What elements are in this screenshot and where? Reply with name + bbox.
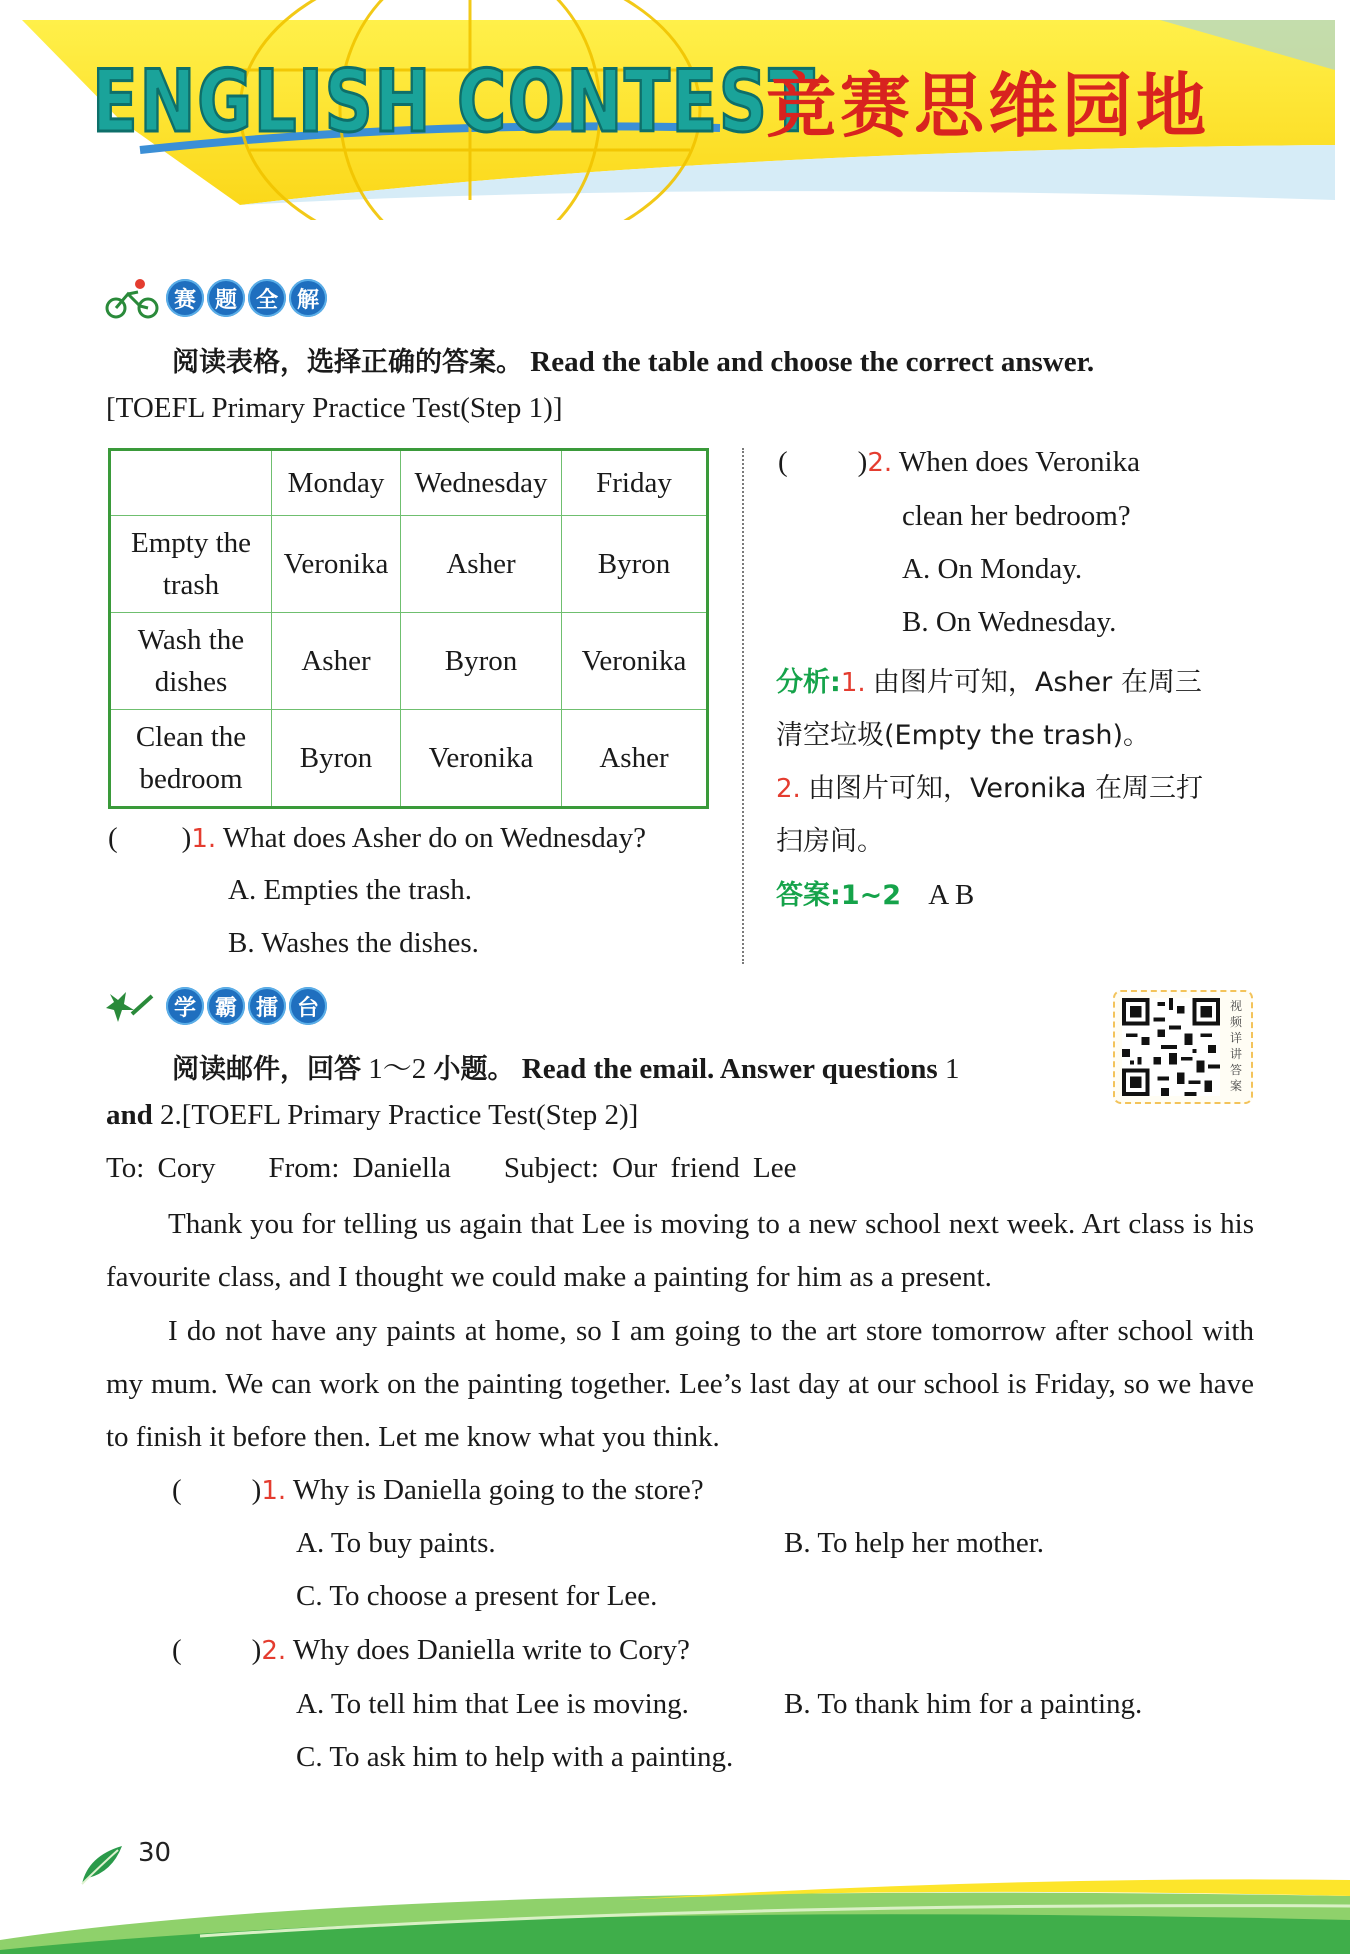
table-row [110, 710, 708, 808]
answer-blank-open[interactable]: ( [778, 446, 788, 478]
section1-instruction-en: Read the table and choose the correct answer. [530, 346, 1095, 378]
analysis-line-2: 清空垃圾(Empty the trash)。 [776, 720, 1151, 751]
section2-heading [104, 984, 330, 1028]
answer-value: A B [928, 879, 975, 911]
table-row [110, 516, 708, 613]
s2-q2-option-c[interactable]: C. To ask him to help with a painting. [296, 1741, 734, 1773]
table-cell: Asher [562, 710, 708, 808]
table-cell: Byron [562, 516, 708, 613]
email-paragraph-2: I do not have any paints at home, so I am going to the art store tomorrow after school with my mum. We can work on the painting together. Lee’s last day at our school is Friday, so we have to finish it before then. Let me know what you think. [106, 1315, 1254, 1453]
table-header-cell: Monday [272, 450, 401, 516]
s1-q2-option-a[interactable]: A. On Monday. [902, 553, 1083, 585]
section2-instruction-en: Read the email. Answer questions [521, 1053, 938, 1085]
analysis-line-3 [776, 766, 1203, 805]
analysis-text: 由图片可知，Veronika 在周三打 [808, 773, 1203, 804]
qr-label-char: 视 [1229, 999, 1242, 1013]
table-row-label [110, 516, 272, 613]
section2-badge-4: 台 [289, 987, 327, 1025]
question-text: Why is Daniella going to the store? [292, 1474, 704, 1506]
contest-title-en: ENGLISH CONTEST [92, 52, 816, 152]
table-row [110, 613, 708, 710]
section1-badge-4: 解 [289, 279, 327, 317]
analysis-label: 分析: [776, 667, 841, 698]
row-label-line: Clean the [135, 721, 247, 753]
table-row-label [110, 710, 272, 808]
section2-instruction-cn2: 小题。 [433, 1054, 515, 1085]
question-text: When does Veronika [898, 446, 1140, 478]
column-divider [742, 448, 744, 964]
s1-q2-text-line2: clean her bedroom? [902, 500, 1131, 532]
leaf-icon [78, 1842, 126, 1888]
table-header-cell: Wednesday [401, 450, 562, 516]
analysis-line-1 [776, 660, 1202, 699]
section2-badge-3: 擂 [248, 987, 286, 1025]
section2-badge-1: 学 [166, 987, 204, 1025]
question-number: 1. [191, 824, 217, 854]
question-number: 1. [261, 1476, 287, 1506]
qr-code-icon[interactable] [1121, 998, 1221, 1096]
page-number: 30 [138, 1838, 172, 1868]
answer-line [776, 873, 974, 912]
section1-badge-2: 题 [207, 279, 245, 317]
section2-instruction-cont [106, 1099, 638, 1132]
section1-instruction [172, 340, 1094, 379]
s2-q1-option-b[interactable]: B. To help her mother. [784, 1527, 1045, 1559]
section2-instruction-one: 1 [944, 1053, 960, 1085]
section2-badge-2: 霸 [207, 987, 245, 1025]
question-number: 2. [261, 1636, 287, 1666]
table-cell: Byron [272, 710, 401, 808]
answer-range: 1~2 [840, 880, 902, 911]
qr-label-char: 案 [1229, 1079, 1242, 1093]
s1-question-1 [108, 822, 646, 855]
email-paragraph-1: Thank you for telling us again that Lee is moving to a new school next week. Art class is his favourite class, and I thought we could make a painting for him as a present. [106, 1208, 1254, 1293]
section2-instruction-cn: 阅读邮件，回答 [172, 1054, 361, 1085]
section1-badge-1: 赛 [166, 279, 204, 317]
table-header-cell [110, 450, 272, 516]
table-cell: Asher [401, 516, 562, 613]
qr-label-char: 答 [1229, 1063, 1242, 1077]
section1-source: [TOEFL Primary Practice Test(Step 1)] [106, 392, 563, 424]
section1-instruction-cn: 阅读表格，选择正确的答案。 [172, 347, 523, 378]
answer-blank-close: ) [251, 1634, 262, 1666]
section1-heading [104, 276, 330, 320]
table-cell: Asher [272, 613, 401, 710]
question-text: Why does Daniella write to Cory? [292, 1634, 690, 1666]
s2-q1-option-a[interactable]: A. To buy paints. [296, 1527, 496, 1559]
answer-blank-open[interactable]: ( [108, 822, 118, 854]
qr-label [1227, 998, 1245, 1094]
s1-question-2 [778, 446, 1140, 479]
analysis-num-1: 1. [840, 668, 866, 698]
answer-label: 答案: [776, 880, 841, 911]
qr-label-char: 详 [1229, 1031, 1242, 1045]
s2-question-2 [172, 1634, 690, 1667]
answer-blank-open[interactable]: ( [172, 1634, 182, 1666]
table-header-row [110, 450, 708, 516]
cyclist-icon [104, 276, 160, 320]
section2-source: [TOEFL Primary Practice Test(Step 2)] [181, 1099, 639, 1131]
s2-question-1 [172, 1474, 704, 1507]
qr-label-char: 频 [1229, 1015, 1242, 1029]
s2-q2-option-a[interactable]: A. To tell him that Lee is moving. [296, 1688, 689, 1720]
table-cell: Byron [401, 613, 562, 710]
question-text: What does Asher do on Wednesday? [222, 822, 647, 854]
table-cell: Veronika [562, 613, 708, 710]
row-label-line: dishes [154, 666, 228, 698]
s2-q2-option-b[interactable]: B. To thank him for a painting. [784, 1688, 1143, 1720]
email-header: To: Cory From: Daniella Subject: Our friend Lee [106, 1152, 797, 1184]
footer-band [0, 1840, 1350, 1954]
star-wand-icon [104, 984, 160, 1028]
s1-q1-option-b[interactable]: B. Washes the dishes. [228, 927, 479, 959]
row-label-line: Empty the [130, 527, 251, 559]
qr-label-char: 讲 [1229, 1047, 1242, 1061]
qr-code-panel[interactable] [1113, 990, 1253, 1104]
table-row-label [110, 613, 272, 710]
row-label-line: Wash the [137, 624, 245, 656]
analysis-text: 由图片可知，Asher 在周三 [872, 667, 1202, 698]
section2-instruction-range: 1～2 [368, 1053, 427, 1085]
section2-instruction [172, 1046, 959, 1087]
section2-instruction-two: 2. [160, 1099, 182, 1131]
row-label-line: trash [162, 569, 220, 601]
table-cell: Veronika [272, 516, 401, 613]
answer-blank-close: ) [181, 822, 192, 854]
question-number: 2. [867, 448, 893, 478]
table-cell: Veronika [401, 710, 562, 808]
s1-q2-option-b[interactable]: B. On Wednesday. [902, 606, 1117, 638]
answer-blank-close: ) [857, 446, 868, 478]
section1-badge-3: 全 [248, 279, 286, 317]
analysis-num-2: 2. [776, 774, 801, 804]
table-header-cell: Friday [562, 450, 708, 516]
row-label-line: bedroom [139, 763, 243, 795]
chore-schedule-table [108, 448, 709, 809]
s1-q1-option-a[interactable]: A. Empties the trash. [228, 874, 473, 906]
answer-blank-open[interactable]: ( [172, 1474, 182, 1506]
contest-title-cn: 竞赛思维园地 [766, 65, 1210, 147]
section2-instruction-and: and [106, 1099, 153, 1131]
analysis-line-4: 扫房间。 [776, 826, 884, 857]
s2-q1-option-c[interactable]: C. To choose a present for Lee. [296, 1580, 658, 1612]
answer-blank-close: ) [251, 1474, 262, 1506]
